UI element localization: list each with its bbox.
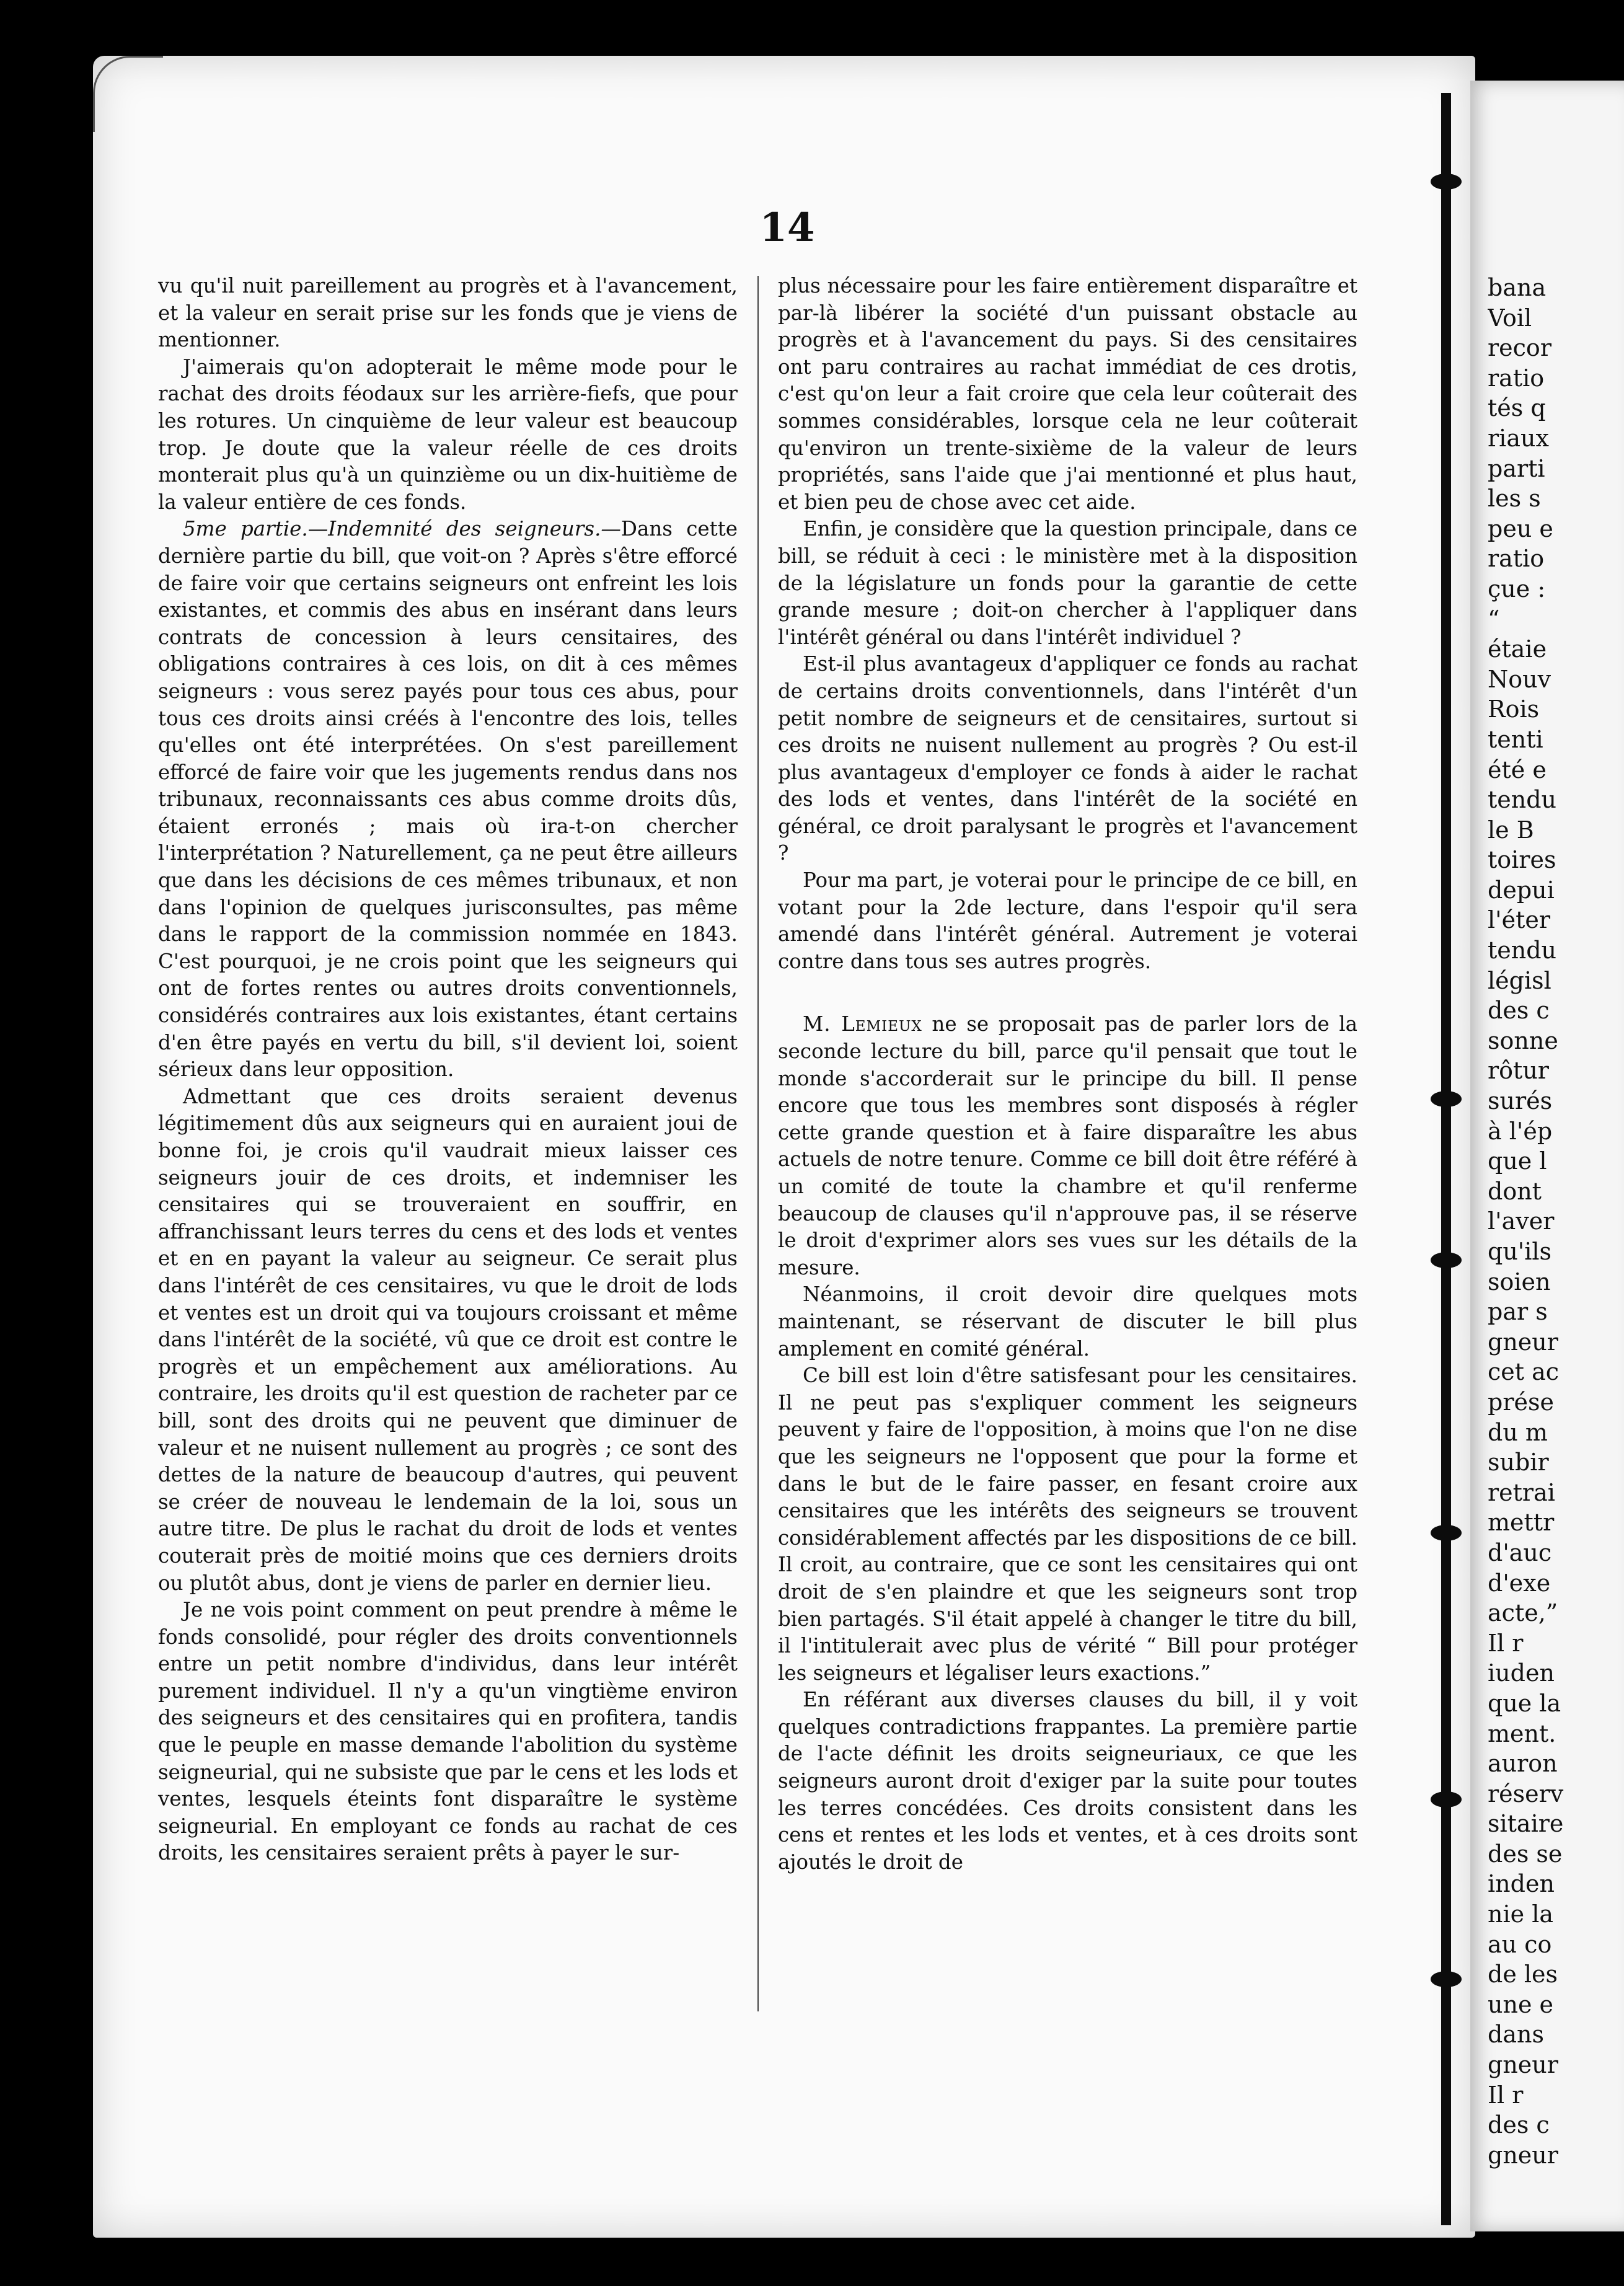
paragraph: J'aimerais qu'on adopterait le même mode pour le rachat des droits féodaux sur les arrière-fiefs, que pour les rotures. Un cinquième de leur valeur est beaucoup trop. Je doute que la valeur réelle de ces droits monterait plus qu'à un quinzième ou un dix-huitième de la valeur entière de ces fonds. <box>158 355 738 514</box>
adjacent-page-line: iuden <box>1488 1659 1555 1687</box>
adjacent-page-line: bana <box>1488 274 1547 301</box>
section-paragraph <box>158 516 738 1083</box>
adjacent-page-line: des se <box>1488 1840 1563 1868</box>
spine-mark <box>1431 174 1462 190</box>
adjacent-page-line: une e <box>1488 1990 1554 2018</box>
adjacent-page-line: inden <box>1488 1870 1555 1898</box>
adjacent-page-line: acte,” <box>1488 1599 1558 1627</box>
section-text: Dans cette dernière partie du bill, que voit-on ? Après s'être efforcé de faire voir que certains seigneurs ont enfreint les lois existantes, et commis des abus en insérant dans leurs contrats de concession à leurs censitaires, des obligations contraires à ces lois, on dit à ces mêmes seigneurs : vous serez payés pour tous ces abus, pour tous ces droits ainsi créés à l'encontre des lois, telles qu'elles ont été interprétées. On s'est pareillement efforcé de faire voir que les jugements rendus dans nos tribunaux, reconnaissants ces abus comme droits dûs, étaient erronés ; mais où ira-t-on chercher l'interprétation ? Naturellement, ça ne peut être ailleurs que dans les décisions de ces mêmes tribunaux, et non dans l'opinion de quelques jurisconsultes, pas même dans le rapport de la commission nommée en 1843. C'est pourquoi, je ne crois point que les seigneurs qui ont de fortes rentes ou autres droits conventionnels, considérés contraires aux lois existantes, étant certains d'en être payés en vertu du bill, s'il devient loi, soient sérieux dans leur opposition. <box>158 517 738 1082</box>
adjacent-page-line: tés q <box>1488 394 1546 422</box>
adjacent-page-line: étaie <box>1488 635 1547 663</box>
adjacent-page-line: sitaire <box>1488 1810 1564 1838</box>
adjacent-page-line: Il r <box>1488 2081 1524 2109</box>
adjacent-page-line: Nouv <box>1488 665 1551 693</box>
adjacent-page-line: du m <box>1488 1418 1548 1446</box>
adjacent-page-line: çue : <box>1488 575 1546 602</box>
adjacent-page-line: réserv <box>1488 1780 1564 1807</box>
adjacent-page-line: tenti <box>1488 725 1543 753</box>
paragraph: Ce bill est loin d'être satisfesant pour les censitaires. Il ne peut pas s'expliquer comment les seigneurs peuvent y faire de l'opposition, à moins que l'on ne dise que les seigneurs ne l'opposent que pour la forme et dans le but de le faire passer, en fesant croire aux censitaires que les intérêts des seigneurs se trouvent considérablement affectés par les dispositions de ce bill. Il croit, au contraire, que ce sont les censitaires qui ont droit de s'en plaindre et que les seigneurs sont trop bien partagés. S'il était appelé à changer le titre du bill, il l'intitulerait avec plus de vérité “ Bill pour protéger les seigneurs et légaliser leurs exactions.” <box>778 1364 1357 1685</box>
adjacent-page-line: nie la <box>1488 1900 1554 1928</box>
adjacent-page-line: subir <box>1488 1449 1549 1476</box>
adjacent-page-line: l'éter <box>1488 906 1551 934</box>
adjacent-page-line: qu'ils <box>1488 1238 1552 1265</box>
adjacent-page-line: retrai <box>1488 1478 1555 1506</box>
adjacent-page-line: tendu <box>1488 937 1557 964</box>
paragraph: plus nécessaire pour les faire entièrement disparaître et par-là libérer la société d'un puissant obstacle au progrès et à l'avancement du pays. Si des censitaires ont paru contraires au rachat immédiat de ces drotis, c'est qu'on leur a fait croire que cela leur coûterait des sommes considérables, lorsque cela ne leur coûterait qu'environ un trente-sixième de la valeur de leurs propriétés, sans l'aide que j'ai mentionné et plus haut, et bien peu de chose avec cet aide. <box>778 274 1357 514</box>
adjacent-page-line: par s <box>1488 1298 1548 1326</box>
paragraph: En référant aux diverses clauses du bill, il y voit quelques contradictions frappantes. La première partie de l'acte définit les droits seigneuriaux, ce que les seigneurs auront droit d'exiger par la suite pour toutes les terres concédées. Ces droits consistent dans les cens et rentes et les lods et ventes, et à ces droits sont ajoutés le droit de <box>778 1688 1357 1874</box>
adjacent-page-line: l'aver <box>1488 1207 1555 1235</box>
adjacent-page-line: ment. <box>1488 1719 1556 1747</box>
speaker-paragraph <box>778 1011 1357 1281</box>
adjacent-page-line: gneur <box>1488 1328 1558 1356</box>
section-heading: 5me partie.—Indemnité des seigneurs.— <box>183 517 621 541</box>
book-spine <box>1441 93 1451 2225</box>
adjacent-page-line: gneur <box>1488 2051 1558 2079</box>
adjacent-page-line: de les <box>1488 1961 1558 1988</box>
paragraph: Je ne vois point comment on peut prendre à même le fonds consolidé, pour régler des droits conventionnels entre un petit nombre d'individus, dans leur intérêt purement individuel. Il n'y a qu'un vingtième environ des seigneurs et des censitaires qui en profitera, tandis que le peuple en masse demande l'abolition du système seigneurial, qui ne subsiste que par le cens et les lods et ventes, lesquels éteints font disparaître le système seigneurial. En employant ce fonds au rachat de ces droits, les censitaires seraient prêts à payer le sur- <box>158 1598 738 1865</box>
adjacent-page-line: “ <box>1488 605 1500 633</box>
adjacent-page-line: depui <box>1488 876 1555 904</box>
adjacent-page-line: peu e <box>1488 514 1553 542</box>
adjacent-page-line: tendu <box>1488 786 1557 814</box>
adjacent-page-line: au co <box>1488 1930 1552 1958</box>
adjacent-page-line: riaux <box>1488 424 1549 452</box>
right-column <box>778 273 1357 1876</box>
adjacent-page-line: d'exe <box>1488 1569 1551 1597</box>
spine-mark <box>1431 1252 1462 1268</box>
spine-mark <box>1431 1091 1462 1107</box>
adjacent-page-line: gneur <box>1488 2141 1558 2169</box>
adjacent-page-line: Il r <box>1488 1629 1524 1657</box>
adjacent-page-line: ratio <box>1488 545 1545 573</box>
paragraph: Enfin, je considère que la question principale, dans ce bill, se réduit à ceci : le ministère met à la disposition de la législature un fonds pour la garantie de cette grande mesure ; doit-on chercher à l'appliquer dans l'intérêt général ou dans l'intérêt individuel ? <box>778 517 1357 649</box>
adjacent-page-line: prése <box>1488 1388 1554 1416</box>
spine-mark <box>1431 1525 1462 1541</box>
adjacent-page-line: parti <box>1488 454 1545 482</box>
left-column <box>158 273 738 1867</box>
adjacent-page-line: le B <box>1488 816 1534 844</box>
speaker-name: M. Lemieux <box>803 1012 922 1036</box>
adjacent-page-line: sonne <box>1488 1026 1558 1054</box>
adjacent-page-line: dont <box>1488 1177 1542 1205</box>
paragraph: Pour ma part, je voterai pour le principe de ce bill, en votant pour la 2de lecture, dans l'espoir qu'il sera amendé dans l'intérêt général. Autrement je voterai contre dans tous ses autres progrès. <box>778 868 1357 973</box>
spine-mark <box>1431 1971 1462 1987</box>
adjacent-page-line: mettr <box>1488 1509 1555 1537</box>
paragraph: vu qu'il nuit pareillement au progrès et à l'avancement, et la valeur en serait prise sur les fonds que je viens de mentionner. <box>158 274 738 352</box>
page-number: 14 <box>759 205 815 251</box>
adjacent-page-line: surés <box>1488 1087 1553 1115</box>
paragraph: Néanmoins, il croit devoir dire quelques mots maintenant, se réservant de discuter le bill plus amplement en comité général. <box>778 1282 1357 1361</box>
adjacent-page-text <box>1488 273 1624 2170</box>
paragraph: Est-il plus avantageux d'appliquer ce fonds au rachat de certains droits conventionnels, dans l'intérêt d'un petit nombre de seigneurs et de censitaires, surtout si ces droits ne nuisent nullement au progrès ? Ou est-il plus avantageux d'employer ce fonds à aider le rachat des lods et ventes, dans l'intérêt de la société en général, ce droit paralysant le progrès et l'avancement ? <box>778 652 1357 865</box>
page-fold-corner <box>93 56 163 132</box>
adjacent-page-line: dans <box>1488 2021 1544 2049</box>
adjacent-page-line: d'auc <box>1488 1538 1552 1566</box>
adjacent-page-line: toires <box>1488 846 1556 874</box>
adjacent-page-line: été e <box>1488 756 1547 783</box>
adjacent-page-line: recor <box>1488 334 1551 362</box>
adjacent-page-line: des c <box>1488 2111 1550 2139</box>
column-divider <box>757 276 759 2011</box>
adjacent-page-line: que l <box>1488 1147 1547 1175</box>
adjacent-page-line: rôtur <box>1488 1057 1549 1085</box>
adjacent-page-line: ratio <box>1488 364 1545 392</box>
adjacent-page-line: à l'ép <box>1488 1117 1553 1145</box>
speaker-text: ne se proposait pas de parler lors de la seconde lecture du bill, parce qu'il pensait que tout le monde s'accorderait sur le principe du bill. Il pense encore que tous les membres sont disposés à régler cette grande question et à faire disparaître les abus actuels de notre tenure. Comme ce bill doit être référé à un comité de toute la chambre et qu'il renferme beaucoup de clauses qu'il n'approuve pas, il se réserve le droit d'exprimer alors ses vues sur les détails de la mesure. <box>778 1012 1358 1279</box>
spine-mark <box>1431 1791 1462 1807</box>
adjacent-page-line: Voil <box>1488 304 1532 332</box>
paragraph: Admettant que ces droits seraient devenus légitimement dûs aux seigneurs qui en auraient joui de bonne foi, je crois qu'il vaudrait mieux laisser ces seigneurs jouir de ces droits, et indemniser les censitaires qui se trouveraient en souffrir, en affranchissant leurs terres du cens et des lods et ventes et en en payant la valeur au seigneur. Ce serait plus dans l'intérêt de ces censitaires, vu que le droit de lods et ventes est un droit qui va toujours croissant et même dans l'intérêt de la société, vû que ce droit est contre le progrès et un empêchement aux améliorations. Au contraire, les droits qu'il est question de racheter par ce bill, sont des droits qui ne peuvent que diminuer de valeur et ne nuisent nullement au progrès ; ce sont des dettes de la nature de beaucoup d'autres, qui peuvent se créer de nouveau le lendemain de la loi, sous un autre titre. De plus le rachat du droit de lods et ventes couterait près de moitié moins que ces derniers droits ou plutôt abus, dont je viens de parler en dernier lieu. <box>158 1084 738 1595</box>
adjacent-page-line: les s <box>1488 485 1541 513</box>
adjacent-page-line: cet ac <box>1488 1358 1560 1386</box>
adjacent-page-line: des c <box>1488 997 1550 1025</box>
adjacent-page-line: Rois <box>1488 695 1540 723</box>
adjacent-page-line: législ <box>1488 966 1551 994</box>
adjacent-page-line: auron <box>1488 1750 1558 1778</box>
adjacent-page-line: soien <box>1488 1268 1551 1295</box>
adjacent-page-line: que la <box>1488 1689 1561 1717</box>
